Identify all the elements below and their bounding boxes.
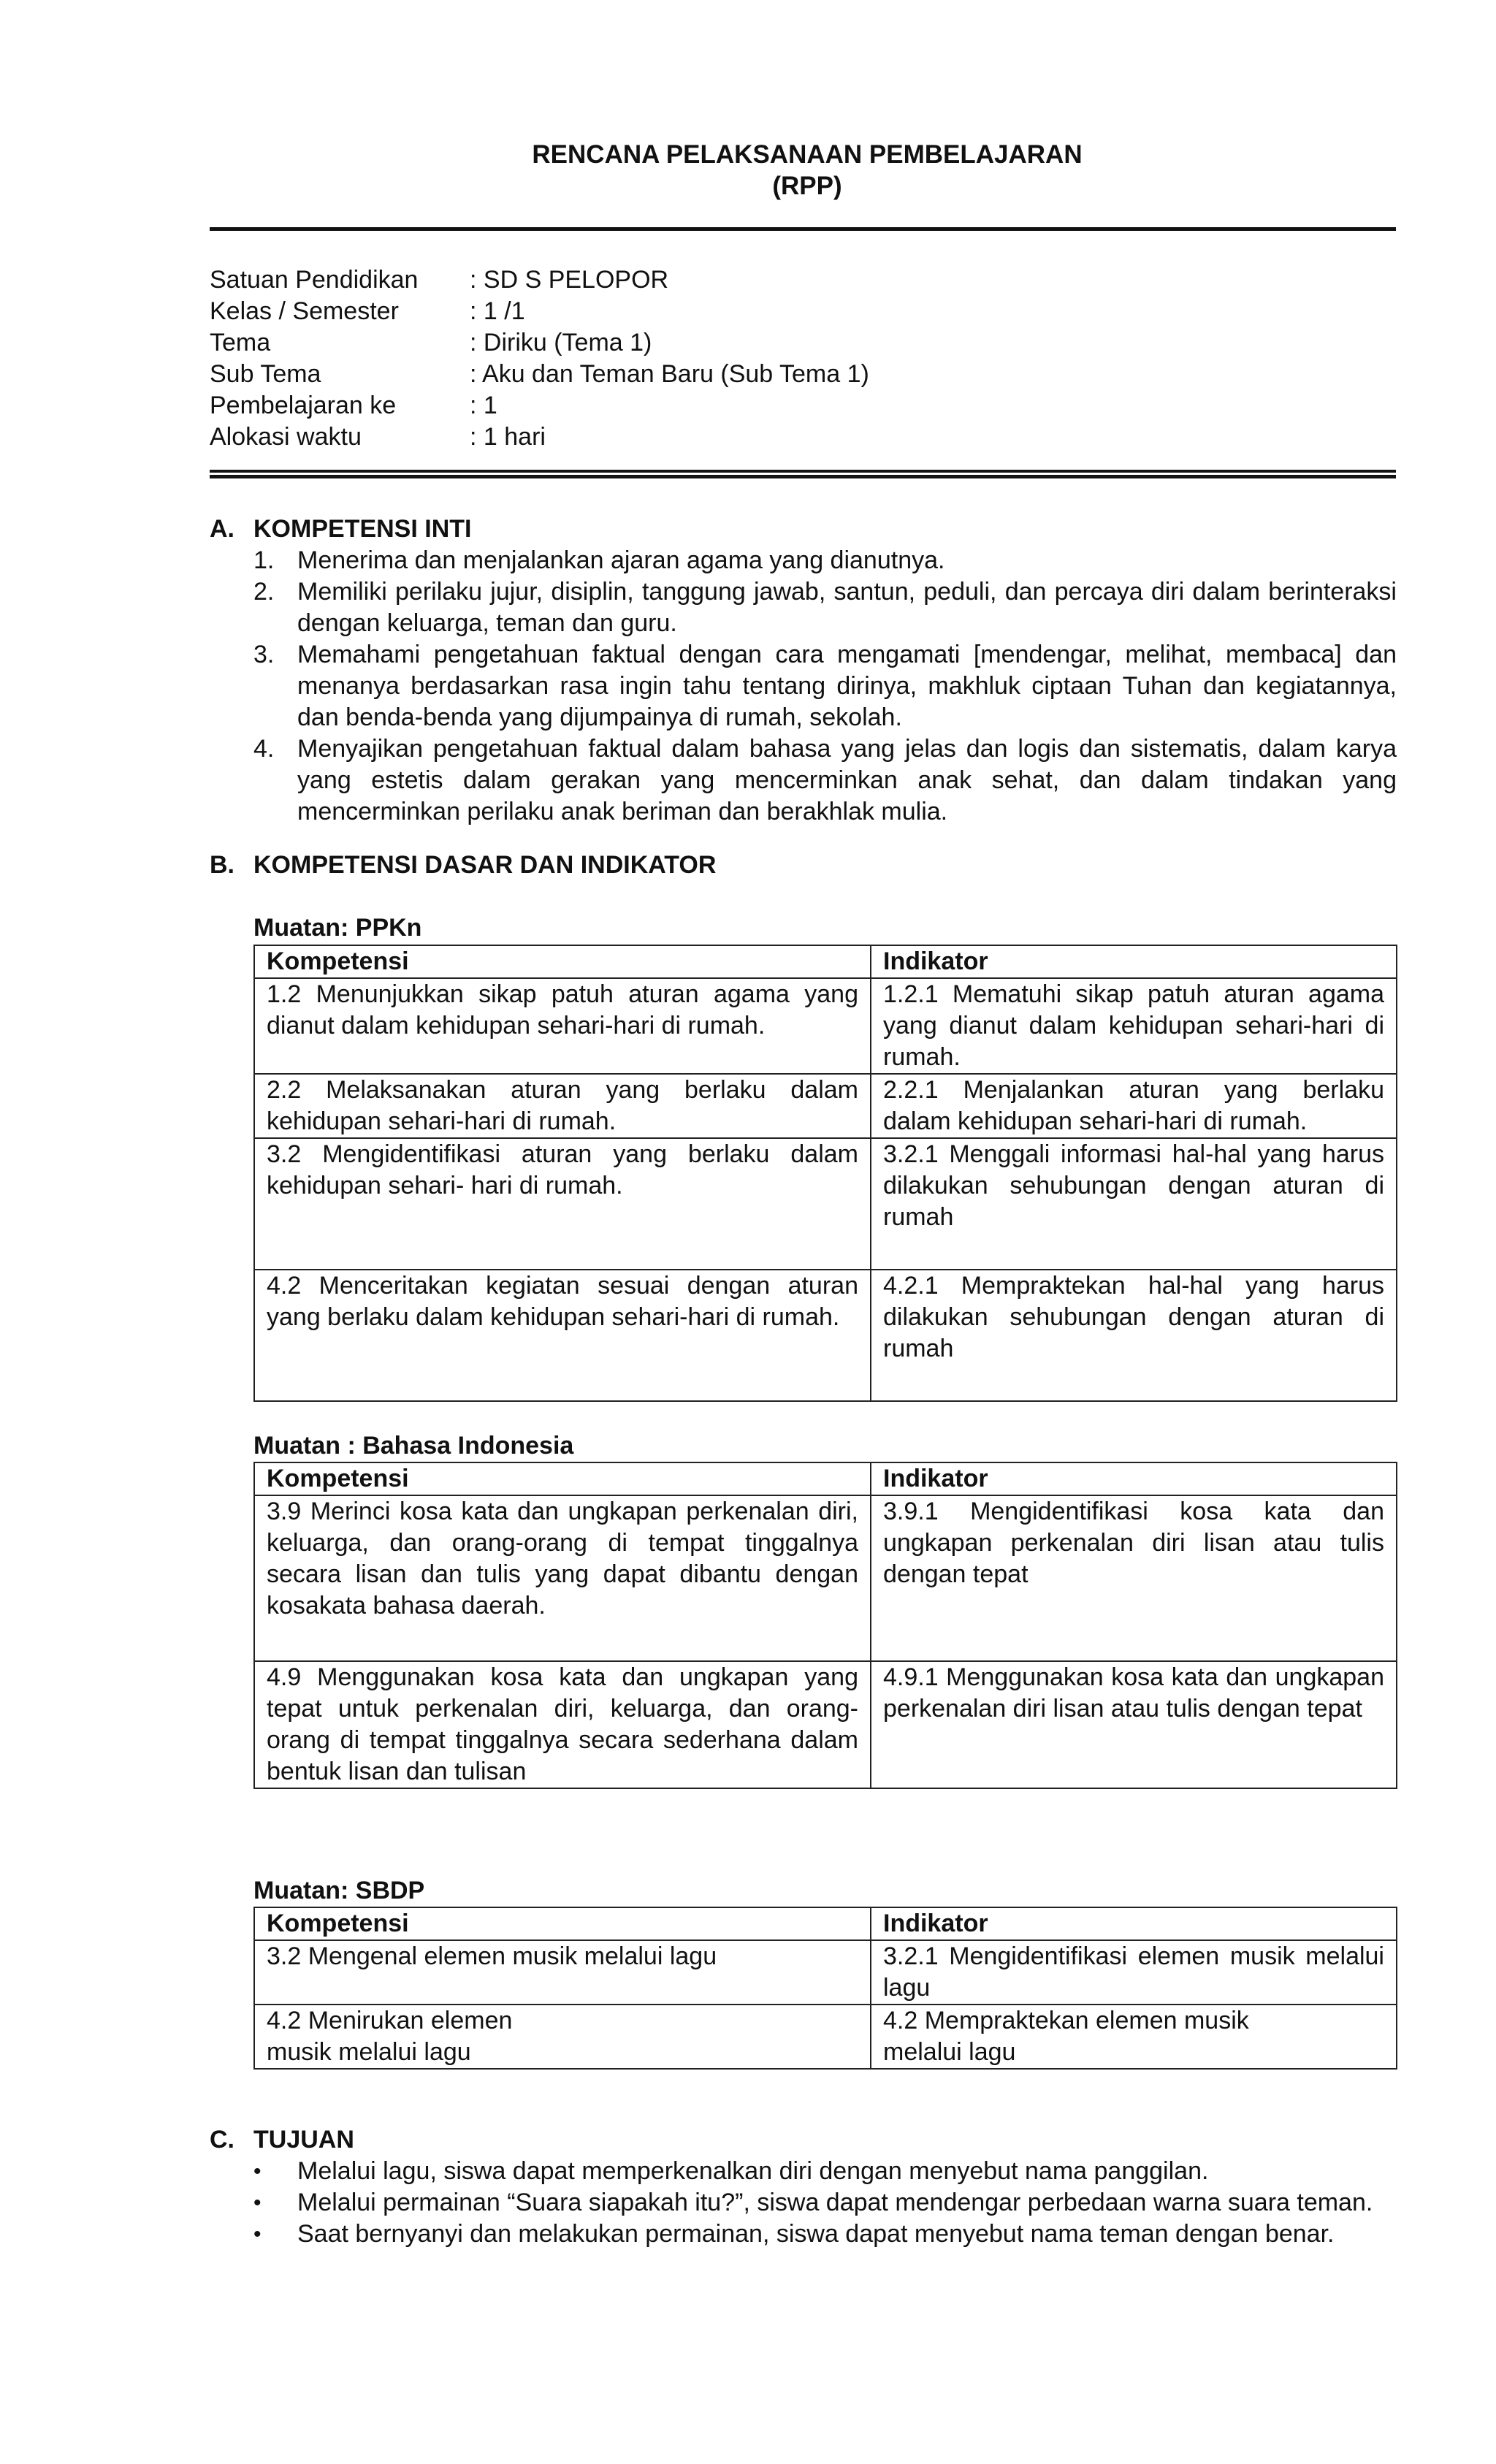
section-b-heading (210, 850, 716, 881)
kompetensi-cell: 3.2 Mengenal elemen musik melalui lagu (254, 1940, 871, 2005)
kompetensi-cell: 4.2 Menceritakan kegiatan sesuai dengan aturan yang berlaku dalam kehidupan sehari-hari di rumah. (254, 1270, 871, 1401)
muatan-sbdp-label: Muatan: SBDP (253, 1877, 425, 1904)
identity-value: : SD S PELOPOR (470, 266, 669, 294)
list-item (253, 545, 1397, 576)
indikator-cell: 2.2.1 Menjalankan aturan yang berlaku dalam kehidupan sehari-hari di rumah. (871, 1074, 1397, 1138)
section-title: TUJUAN (253, 2126, 354, 2154)
item-text: Melalui permainan “Suara siapakah itu?”, siswa dapat mendengar perbedaan warna suara teman. (297, 2189, 1373, 2216)
column-header-indikator: Indikator (871, 1462, 1397, 1495)
table-header-row (254, 1907, 1397, 1940)
identity-label: Alokasi waktu (210, 423, 362, 451)
column-header-indikator: Indikator (871, 945, 1397, 978)
column-header-kompetensi: Kompetensi (254, 945, 871, 978)
kompetensi-cell: 4.9 Menggunakan kosa kata dan ungkapan yang tepat untuk perkenalan diri, keluarga, dan orang-orang di tempat tinggalnya secara sederhana dalam bentuk lisan dan tulisan (254, 1661, 871, 1788)
table-row (254, 1495, 1397, 1661)
document-subtitle: (RPP) (772, 172, 842, 200)
table-row (254, 1138, 1397, 1270)
item-number: 2. (253, 578, 275, 606)
indikator-cell: 3.2.1 Menggali informasi hal-hal yang harus dilakukan sehubungan dengan aturan di rumah (871, 1138, 1397, 1270)
indikator-cell: 4.9.1 Menggunakan kosa kata dan ungkapan perkenalan diri lisan atau tulis dengan tepat (871, 1661, 1397, 1788)
column-header-kompetensi: Kompetensi (254, 1907, 871, 1940)
document-title: RENCANA PELAKSANAAN PEMBELAJARAN (532, 140, 1083, 169)
table-row (254, 2005, 1397, 2069)
section-number: A. (210, 515, 234, 543)
identity-value: : 1 /1 (470, 297, 525, 325)
item-text: Saat bernyanyi dan melakukan permainan, siswa dapat menyebut nama teman dengan benar. (297, 2220, 1335, 2248)
list-item (253, 733, 1397, 828)
section-c-heading (210, 2124, 354, 2156)
indikator-cell: 3.2.1 Mengidentifikasi elemen musik melalui lagu (871, 1940, 1397, 2005)
muatan-ppkn-label: Muatan: PPKn (253, 914, 422, 942)
indikator-cell: 1.2.1 Mematuhi sikap patuh aturan agama yang dianut dalam kehidupan sehari-hari di rumah. (871, 978, 1397, 1074)
identity-label: Satuan Pendidikan (210, 266, 419, 294)
item-text: Melalui lagu, siswa dapat memperkenalkan diri dengan menyebut nama panggilan. (297, 2157, 1209, 2185)
table-header-row (254, 1462, 1397, 1495)
list-item (253, 2219, 1397, 2250)
identity-label: Pembelajaran ke (210, 392, 397, 419)
section-title: KOMPETENSI DASAR DAN INDIKATOR (253, 851, 717, 879)
kompetensi-cell: 1.2 Menunjukkan sikap patuh aturan agama yang dianut dalam kehidupan sehari-hari di rumah. (254, 978, 871, 1074)
ppkn-table (253, 945, 1397, 1402)
bullet-icon: • (253, 2159, 262, 2183)
identity-value: : Aku dan Teman Baru (Sub Tema 1) (470, 360, 869, 388)
table-row (254, 1661, 1397, 1788)
section-a-heading (210, 514, 471, 545)
list-item (253, 576, 1397, 639)
item-text: Memahami pengetahuan faktual dengan cara mengamati [mendengar, melihat, membaca] dan menanya berdasarkan rasa ingin tahu tentang dirinya, makhluk ciptaan Tuhan dan kegiatannya, dan benda-benda yang dijumpainya di rumah, sekolah. (297, 641, 1397, 731)
kompetensi-cell: 4.2 Menirukan elemen musik melalui lagu (254, 2005, 871, 2069)
tujuan-list (253, 2156, 1397, 2250)
list-item (253, 2156, 1397, 2187)
identity-label: Sub Tema (210, 360, 321, 388)
identity-value: : 1 (470, 392, 497, 419)
bullet-icon: • (253, 2191, 262, 2215)
column-header-indikator: Indikator (871, 1907, 1397, 1940)
kompetensi-inti-list (253, 545, 1397, 828)
item-text: Memiliki perilaku jujur, disiplin, tanggung jawab, santun, peduli, dan percaya diri dalam berinteraksi dengan keluarga, teman dan guru. (297, 578, 1397, 637)
identity-label: Kelas / Semester (210, 297, 399, 325)
double-divider-top (210, 470, 1396, 473)
indikator-cell: 4.2 Mempraktekan elemen musik melalui lagu (871, 2005, 1397, 2069)
sbdp-table (253, 1907, 1397, 2070)
double-divider-bottom (210, 475, 1396, 478)
column-header-kompetensi: Kompetensi (254, 1462, 871, 1495)
identity-value: : 1 hari (470, 423, 546, 451)
indikator-cell: 4.2.1 Mempraktekan hal-hal yang harus dilakukan sehubungan dengan aturan di rumah (871, 1270, 1397, 1401)
item-number: 4. (253, 735, 275, 763)
identity-value: : Diriku (Tema 1) (470, 329, 652, 356)
list-item (253, 2187, 1397, 2219)
indikator-cell: 3.9.1 Mengidentifikasi kosa kata dan ungkapan perkenalan diri lisan atau tulis dengan tepat (871, 1495, 1397, 1661)
top-divider (210, 227, 1396, 231)
kompetensi-cell: 3.9 Merinci kosa kata dan ungkapan perkenalan diri, keluarga, dan orang-orang di tempat tinggalnya secara lisan dan tulis yang dapat dibantu dengan kosakata bahasa daerah. (254, 1495, 871, 1661)
section-title: KOMPETENSI INTI (253, 515, 472, 543)
list-item (253, 639, 1397, 733)
table-row (254, 978, 1397, 1074)
muatan-bahasa-indonesia-label: Muatan : Bahasa Indonesia (253, 1432, 574, 1460)
item-number: 3. (253, 641, 275, 668)
table-header-row (254, 945, 1397, 978)
table-row (254, 1074, 1397, 1138)
kompetensi-cell: 2.2 Melaksanakan aturan yang berlaku dalam kehidupan sehari-hari di rumah. (254, 1074, 871, 1138)
kompetensi-cell: 3.2 Mengidentifikasi aturan yang berlaku dalam kehidupan sehari- hari di rumah. (254, 1138, 871, 1270)
item-number: 1. (253, 546, 275, 574)
bullet-icon: • (253, 2222, 262, 2246)
item-text: Menyajikan pengetahuan faktual dalam bahasa yang jelas dan logis dan sistematis, dalam karya yang estetis dalam gerakan yang mencerminkan anak sehat, dan dalam tindakan yang mencerminkan perilaku anak beriman dan berakhlak mulia. (297, 735, 1397, 825)
item-text: Menerima dan menjalankan ajaran agama yang dianutnya. (297, 546, 945, 574)
table-row (254, 1270, 1397, 1401)
table-row (254, 1940, 1397, 2005)
section-number: B. (210, 851, 234, 879)
section-number: C. (210, 2126, 234, 2154)
identity-label: Tema (210, 329, 271, 356)
bahasa-indonesia-table (253, 1462, 1397, 1789)
